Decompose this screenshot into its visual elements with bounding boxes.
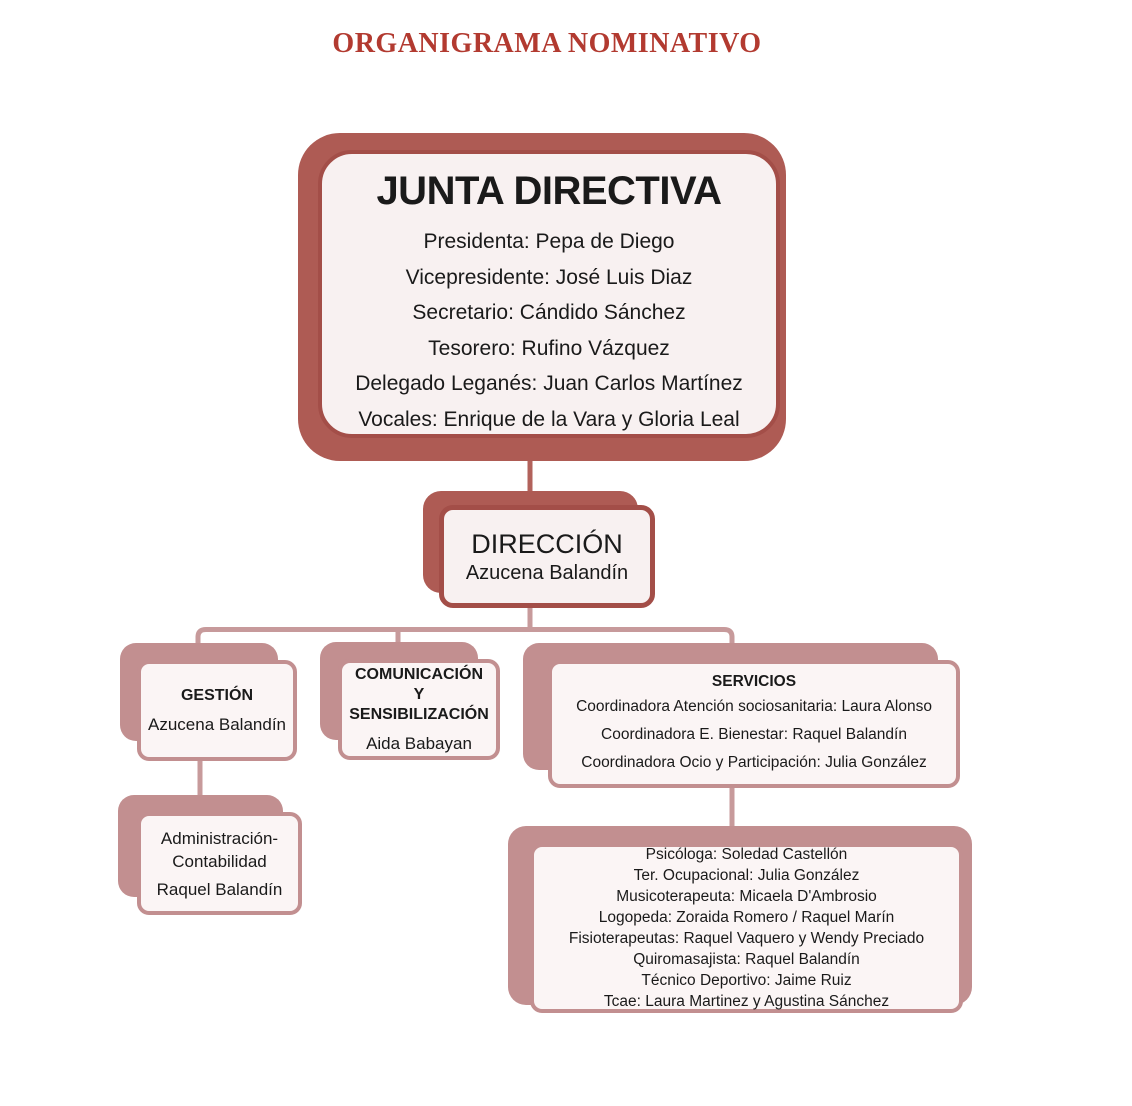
administracion-name: Raquel Balandín — [156, 879, 283, 899]
direccion-box — [439, 505, 655, 608]
node-direccion — [439, 505, 655, 608]
node-administracion — [137, 812, 302, 915]
gestion-title: GESTIÓN — [180, 686, 253, 704]
junta-directiva-box — [318, 150, 780, 438]
staff-line: Quiromasajista: Raquel Balandín — [633, 951, 860, 968]
direccion-name: Azucena Balandín — [465, 561, 629, 584]
servicios-coordinators — [576, 693, 932, 777]
member-line: Tesorero: Rufino Vázquez — [428, 336, 670, 360]
node-equipo-servicios — [530, 843, 963, 1013]
staff-line: Técnico Deportivo: Jaime Ruiz — [641, 972, 852, 989]
junta-directiva-title: JUNTA DIRECTIVA — [376, 169, 722, 213]
staff-line: Musicoterapeuta: Micaela D'Ambrosio — [616, 888, 877, 905]
staff-line: Psicóloga: Soledad Castellón — [645, 846, 848, 863]
coordinator-line: Coordinadora E. Bienestar: Raquel Balandín — [601, 726, 907, 743]
staff-line: Logopeda: Zoraida Romero / Raquel Marín — [598, 909, 895, 926]
equipo-staff-list — [569, 844, 924, 1012]
coordinator-line: Coordinadora Atención sociosanitaria: Laura Alonso — [576, 698, 932, 715]
administracion-title: Administración-Contabilidad — [160, 828, 279, 871]
member-line: Vicepresidente: José Luis Diaz — [405, 265, 693, 289]
gestion-name: Azucena Balandín — [148, 714, 286, 734]
coordinator-line: Coordinadora Ocio y Participación: Julia González — [581, 754, 927, 771]
member-line: Delegado Leganés: Juan Carlos Martínez — [355, 372, 743, 395]
member-line: Presidenta: Pepa de Diego — [423, 230, 675, 253]
member-line: Vocales: Enrique de la Vara y Gloria Leal — [358, 407, 740, 431]
junta-directiva-members — [355, 224, 743, 437]
direccion-title: DIRECCIÓN — [471, 528, 623, 559]
staff-line: Tcae: Laura Martinez y Agustina Sánchez — [603, 993, 890, 1010]
servicios-box — [548, 660, 960, 788]
page-title: ORGANIGRAMA NOMINATIVO — [332, 28, 762, 59]
servicios-title: SERVICIOS — [711, 673, 797, 690]
node-comunicacion — [338, 659, 500, 760]
node-servicios — [548, 660, 960, 788]
equipo-box — [530, 843, 963, 1013]
administracion-box — [137, 812, 302, 915]
node-junta-directiva — [318, 150, 780, 438]
staff-line: Ter. Ocupacional: Julia González — [633, 867, 860, 884]
comunicacion-name: Aida Babayan — [366, 733, 472, 753]
member-line: Secretario: Cándido Sánchez — [412, 301, 686, 324]
node-gestion — [137, 660, 297, 761]
staff-line: Fisioterapeutas: Raquel Vaquero y Wendy Preciado — [568, 930, 925, 947]
comunicacion-box — [338, 659, 500, 760]
comunicacion-title: COMUNICACIÓN Y SENSIBILIZACIÓN — [349, 665, 489, 723]
gestion-box — [137, 660, 297, 761]
